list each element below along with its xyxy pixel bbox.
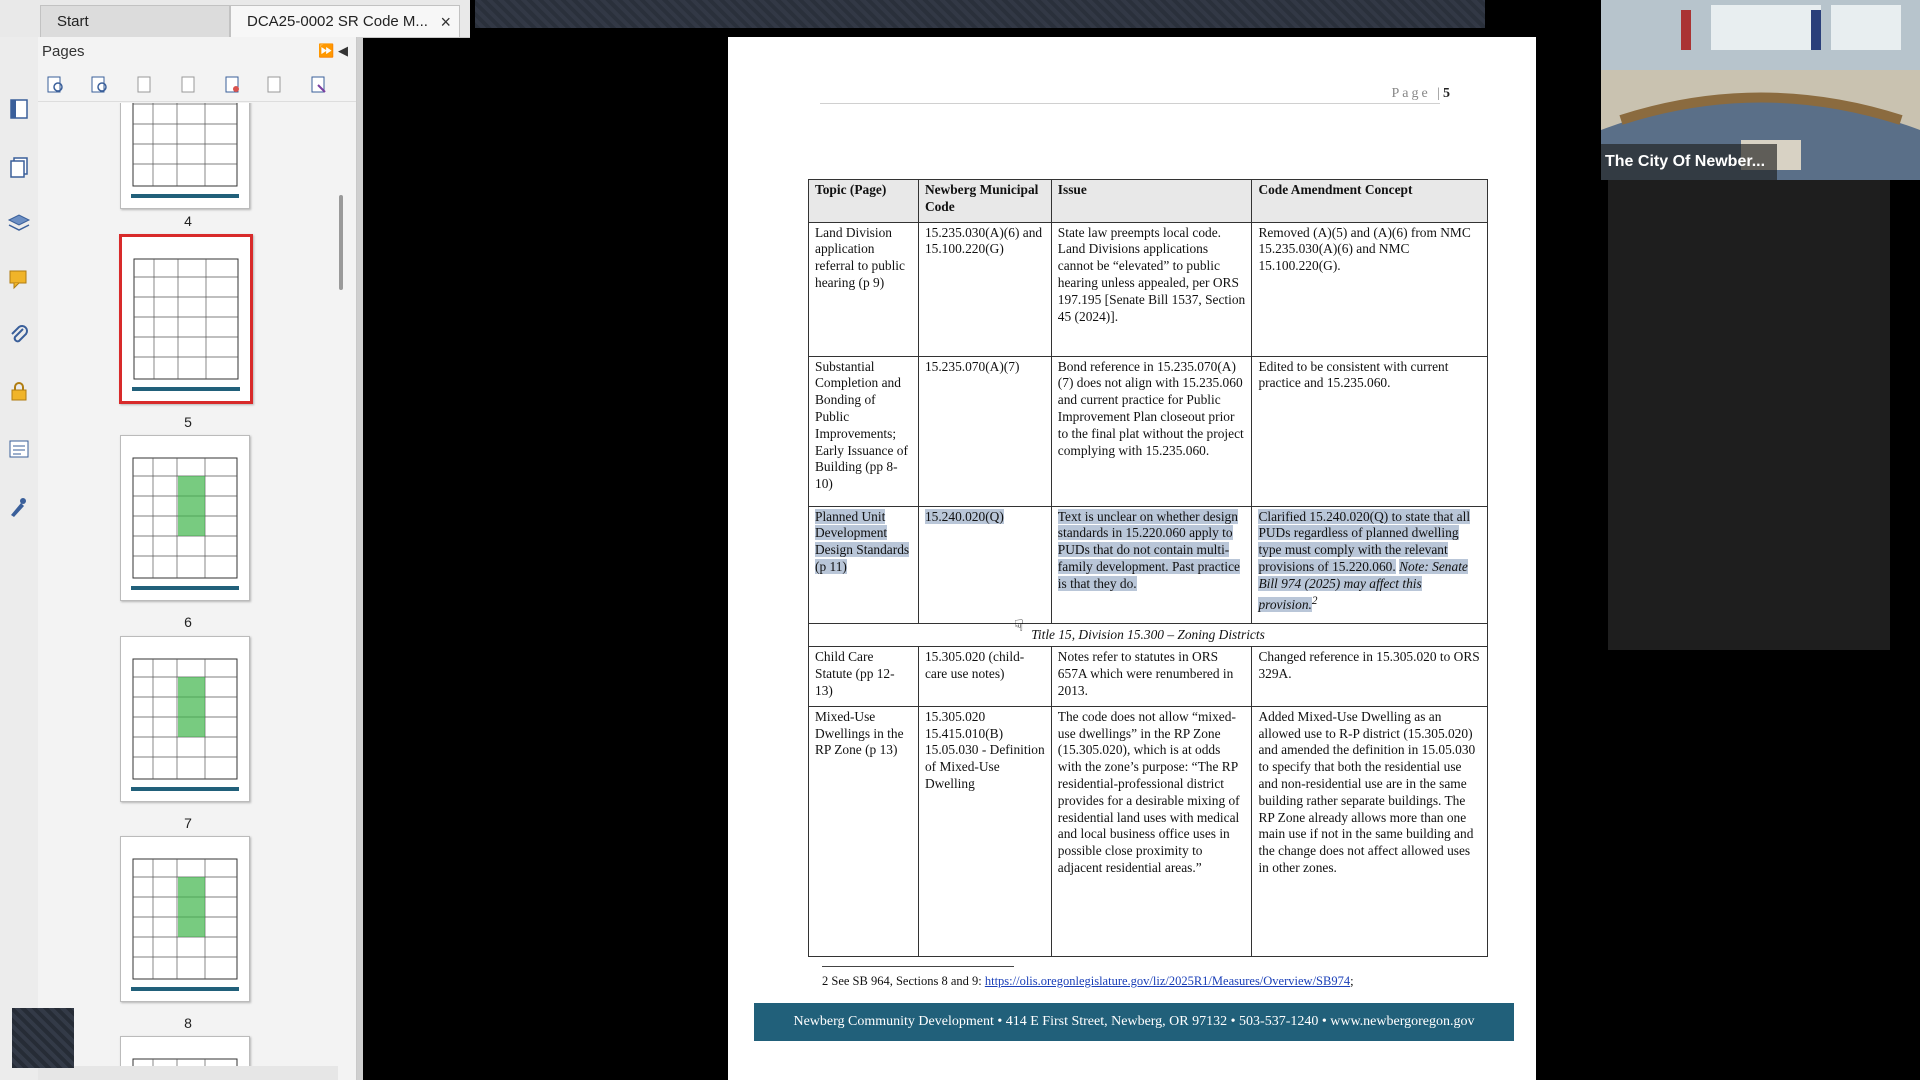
footnote-ref: 2 (1311, 594, 1318, 607)
thumbnail-preview (121, 103, 249, 208)
thumbnail-preview (121, 436, 249, 600)
thumbnail-preview (122, 237, 250, 401)
page-properties-icon[interactable] (308, 75, 328, 95)
page-footer: Newberg Community Development • 414 E First Street, Newberg, OR 97132 • 503-537-1240 • www.newbergoregon.gov (754, 1003, 1514, 1041)
video-caption: The City Of Newber... (1601, 144, 1777, 180)
thumbnail-mark (133, 103, 237, 186)
thumbnail-mark (178, 476, 205, 536)
thumbnail-mark (178, 877, 205, 937)
page-header (1300, 86, 1450, 102)
side-panel (1608, 180, 1890, 650)
bookmark-page-icon[interactable] (7, 97, 31, 121)
page-header-number: 5 (1443, 86, 1450, 101)
tab-document[interactable] (230, 5, 460, 37)
table-cell: 15.305.020 (child-care use notes) (918, 647, 1051, 706)
layers-icon[interactable] (7, 211, 31, 235)
table-cell: Bond reference in 15.235.070(A)(7) does not align with 15.235.060 and current practice for Public Improvement Plan closeout prior to the final plat without the project complying with 15.235.060. (1051, 356, 1252, 506)
comments-icon[interactable] (7, 267, 31, 291)
lock-icon[interactable] (7, 379, 31, 403)
thumbnail-mark (131, 787, 239, 791)
presenter-thumbnail (12, 1008, 74, 1068)
highlighted-text: Planned Unit Development Design Standards (p 11) (815, 508, 910, 574)
column-header: Topic (Page) (809, 180, 919, 223)
table-cell: Changed reference in 15.305.020 to ORS 329A. (1252, 647, 1488, 706)
pages-icon[interactable] (7, 155, 31, 179)
table-cell: Substantial Completion and Bonding of Public Improvements; Early Issuance of Building (pp 8-10) (809, 356, 919, 506)
pages-panel (38, 37, 357, 1080)
zoom-in-thumbnails-icon[interactable] (46, 75, 66, 95)
table-row (809, 706, 1488, 956)
thumbnail-scrollbar[interactable] (339, 195, 343, 290)
table-row (809, 356, 1488, 506)
thumbnail-mark (131, 194, 239, 198)
note-text: Note: Senate Bill 974 (2025) may affect this provision. (1258, 558, 1468, 613)
mouse-cursor-icon: ☟ (1014, 618, 1024, 635)
collapse-panel-icon[interactable]: ◀ (338, 43, 348, 58)
pages-toolbar (38, 69, 356, 102)
table-cell: Notes refer to statutes in ORS 657A which were renumbered in 2013. (1051, 647, 1252, 706)
tab-bar (0, 0, 470, 38)
panel-splitter[interactable] (357, 37, 363, 1080)
table-cell (918, 506, 1051, 623)
footnote (822, 974, 1354, 989)
table-cell: State law preempts local code. Land Divisions applications cannot be “elevated” to public hearing unless appealed, per ORS 197.195 [Senate Bill 1537, Section 45 (2024)]. (1051, 222, 1252, 356)
page-thumbnail[interactable] (120, 836, 250, 1002)
signature-icon[interactable] (7, 495, 31, 519)
delete-page-icon[interactable] (264, 75, 284, 95)
page-number-label: 5 (184, 414, 192, 430)
tab-start-label: Start (57, 13, 89, 30)
page-header-prefix: Page | (1391, 86, 1443, 101)
table-cell: Mixed-Use Dwellings in the RP Zone (p 13) (809, 706, 919, 956)
thumbnail-list (38, 103, 338, 1067)
attachment-icon[interactable] (7, 323, 31, 347)
column-header: Newberg Municipal Code (918, 180, 1051, 223)
table-cell (1051, 506, 1252, 623)
page-thumbnail-selected[interactable] (119, 234, 253, 404)
table-cell (1252, 506, 1488, 623)
column-header: Issue (1051, 180, 1252, 223)
horizontal-scrollbar[interactable] (38, 1066, 338, 1080)
table-row (809, 222, 1488, 356)
highlighted-text: Clarified 15.240.020(Q) to state that all PUDs regardless of planned dwelling type must comply with the relevant provisions of 15.220.060. (1258, 508, 1471, 574)
close-icon[interactable]: × (440, 12, 451, 32)
zoom-out-thumbnails-icon[interactable] (90, 75, 110, 95)
thumbnail-mark (131, 987, 239, 991)
page-thumbnail[interactable] (120, 636, 250, 802)
division-row (809, 623, 1488, 647)
tab-start[interactable] (40, 5, 230, 37)
thumbnail-preview (121, 637, 249, 801)
page-number-label: 4 (184, 213, 192, 229)
division-title: Title 15, Division 15.300 – Zoning Districts (809, 623, 1488, 647)
table-cell: Child Care Statute (pp 12-13) (809, 647, 919, 706)
page-thumbnail[interactable] (120, 1036, 250, 1067)
page-number-label: 8 (184, 1015, 192, 1031)
pages-panel-title: Pages (42, 43, 85, 60)
footnote-link[interactable]: https://olis.oregonlegislature.gov/liz/2025R1/Measures/Overview/SB974 (984, 974, 1351, 988)
table-row (809, 647, 1488, 706)
page-number-label: 6 (184, 614, 192, 630)
expand-panel-icon[interactable]: ⏩ (318, 43, 335, 58)
panel-collapse-controls[interactable] (318, 43, 348, 59)
thumbnail-preview (121, 837, 249, 1001)
extract-page-icon[interactable] (178, 75, 198, 95)
tool-rail (0, 37, 39, 1080)
table-header-row (809, 180, 1488, 223)
table-cell: 15.235.030(A)(6) and 15.100.220(G) (918, 222, 1051, 356)
table-cell: 15.235.070(A)(7) (918, 356, 1051, 506)
footnote-text: 2 See SB 964, Sections 8 and 9: (822, 974, 985, 988)
table-cell: Removed (A)(5) and (A)(6) from NMC 15.235.030(A)(6) and NMC 15.100.220(G). (1252, 222, 1488, 356)
table-row-highlighted (809, 506, 1488, 623)
column-header: Code Amendment Concept (1252, 180, 1488, 223)
footnote-rule (822, 966, 1014, 967)
table-cell: Edited to be consistent with current practice and 15.235.060. (1252, 356, 1488, 506)
thumbnail-mark (132, 387, 240, 391)
highlighted-text: 15.240.020(Q) (924, 508, 1004, 524)
screen-share-strip (475, 0, 1485, 28)
page-number-label: 7 (184, 815, 192, 831)
video-feed[interactable] (1601, 0, 1920, 180)
table-cell: 15.305.020 15.415.010(B) 15.05.030 - Definition of Mixed-Use Dwelling (918, 706, 1051, 956)
table-cell: The code does not allow “mixed-use dwellings” in the RP Zone (15.305.020), which is at odds with the zone’s purpose: “The RP residential-professional district provides for a desirable mixing of residential land uses with medical and local business office uses in possible close proximity to adjacent residential areas.” (1051, 706, 1252, 956)
table-cell: Added Mixed-Use Dwelling as an allowed use to R-P district (15.305.020) and amended the definition in 15.05.030 to specify that both the residential use and non-residential use are in the same building rather separate buildings. The RP Zone already allows more than one main use if not in the same building and the change does not affect allowed uses in other zones. (1252, 706, 1488, 956)
page-thumbnail[interactable] (120, 435, 250, 601)
thumbnail-mark (131, 586, 239, 590)
form-fields-icon[interactable] (7, 437, 31, 461)
tab-document-label: DCA25-0002 SR Code M... (247, 13, 428, 30)
code-amendment-table (808, 179, 1488, 957)
page-thumbnail[interactable] (120, 103, 250, 209)
header-rule (820, 103, 1440, 104)
highlighted-text: Text is unclear on whether design standards in 15.220.060 apply to PUDs that do not contain multi-family development. Past practice is that they do. (1057, 508, 1240, 591)
table-cell: Land Division application referral to public hearing (p 9) (809, 222, 919, 356)
table-cell (809, 506, 919, 623)
footnote-end: ; (1350, 974, 1354, 988)
replace-page-icon[interactable] (222, 75, 242, 95)
thumbnail-mark (178, 677, 205, 737)
insert-page-icon[interactable] (134, 75, 154, 95)
thumbnail-preview (121, 1037, 249, 1067)
